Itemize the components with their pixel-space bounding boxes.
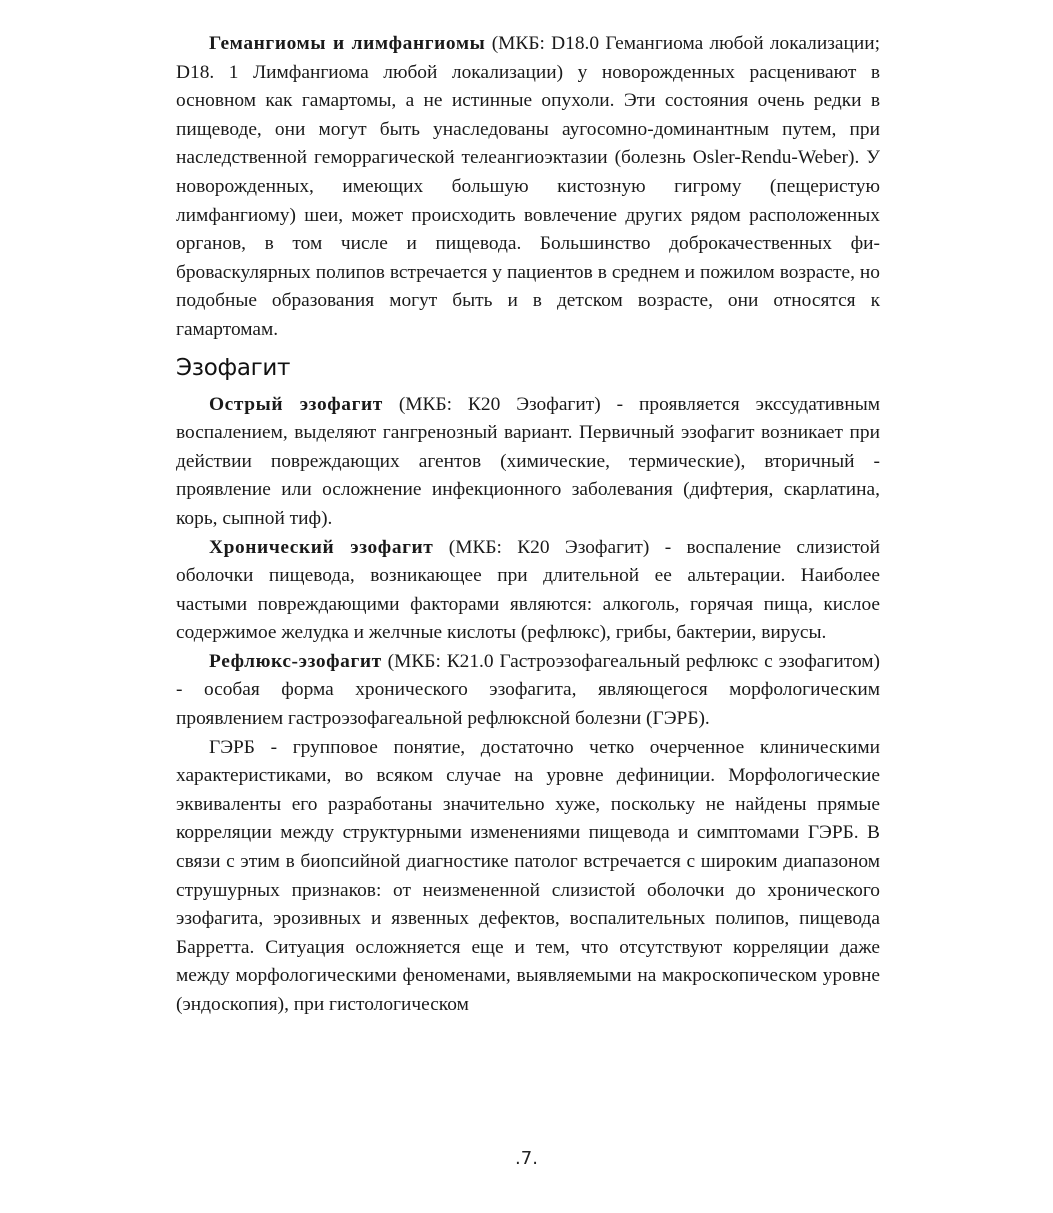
paragraph-gerd (176, 734, 880, 1020)
paragraph-text: (МКБ: К20 Эзофагит) - воспаление слизистой оболочки пищевода, возникающее при длительной ее альтерации. Наиболее частыми повреждающими факторами являются: алкоголь, горячая пища, кислое содержимое желудка и желчные кислоты (рефлюкс), грибы, бактерии, вирусы. (176, 536, 880, 644)
document-page (176, 30, 880, 1020)
term-hemangiomas: Гемангиомы и лимфангиомы (209, 33, 486, 54)
paragraph-acute-esophagitis (176, 391, 880, 534)
section-heading: Эзофагит (176, 354, 291, 381)
paragraph-text: ГЭРБ - групповое понятие, достаточно четко очерченное клиническими характеристиками, во всяком случае на уровне дефиниции. Морфологические эквиваленты его разработаны значительно хуже, поскольку не найдены прямые корреляции между структурными изменениями пищевода и симптомами ГЭРБ. В связи с этим в биопсийной диагностике патолог встречается с широким диапазоном струшурных признаков: от неизмененной слизистой оболочки до хронического эзофагита, эрозивных и язвенных дефектов, воспалительных полипов, пищевода Барретта. Ситуация осложняется еще и тем, что отсутствуют корреляции даже между морфологическими феноменами, выявляемыми на макроскопическом уровне (эндоскопия), при гистологическом (176, 736, 880, 1015)
term-acute-esophagitis: Острый эзофагит (209, 393, 383, 415)
paragraph-text: (МКБ: К20 Эзофагит) - проявляется экссудативным воспалением, выделяют гангренозный вариант. Первичный эзофагит возникает при действии повреждающих агентов (химические, термические), вторичный - проявление или осложнение инфекционного заболевания (дифтерия, скарлатина, корь, сыпной тиф). (176, 393, 880, 529)
paragraph-text: (МКБ: D18.0 Гемангиома любой локализации; D18. 1 Лимфангиома любой локализации) у новорожденных расценивают в основном как гамартомы, а не истинные опухоли. Эти состояния очень редки в пищеводе, они могут быть унаследованы аугосомно-доминантным путем, при наследственной геморрагической телеангиоэктазии (болезнь Osler-Rendu-Weber). У новорожденных, имеющих большую кистозную гигрому (пещеристую лимфангиому) шеи, может происходить вовлечение других рядом расположенных органов, в том числе и пищевода. Большинство доброкачественных фиброваскулярных полипов встречается у пациентов в среднем и пожилом возрасте, но подобные образования могут быть и в детском возрасте, они относятся к гамартомам. (176, 33, 880, 340)
paragraph-hemangiomas (176, 30, 880, 345)
term-reflux-esophagitis: Рефлюкс-эзофагит (209, 650, 382, 672)
paragraph-reflux-esophagitis (176, 648, 880, 734)
page-number: .7. (515, 1148, 538, 1169)
paragraph-chronic-esophagitis (176, 534, 880, 648)
paragraph-text: (МКБ: К21.0 Гастроэзофагеальный рефлюкс с эзофагитом) - особая форма хронического эзофагита, являющегося морфологическим проявлением гастроэзофагеальной рефлюксной болезни (ГЭРБ). (176, 650, 880, 730)
term-chronic-esophagitis: Хронический эзофагит (209, 536, 434, 558)
